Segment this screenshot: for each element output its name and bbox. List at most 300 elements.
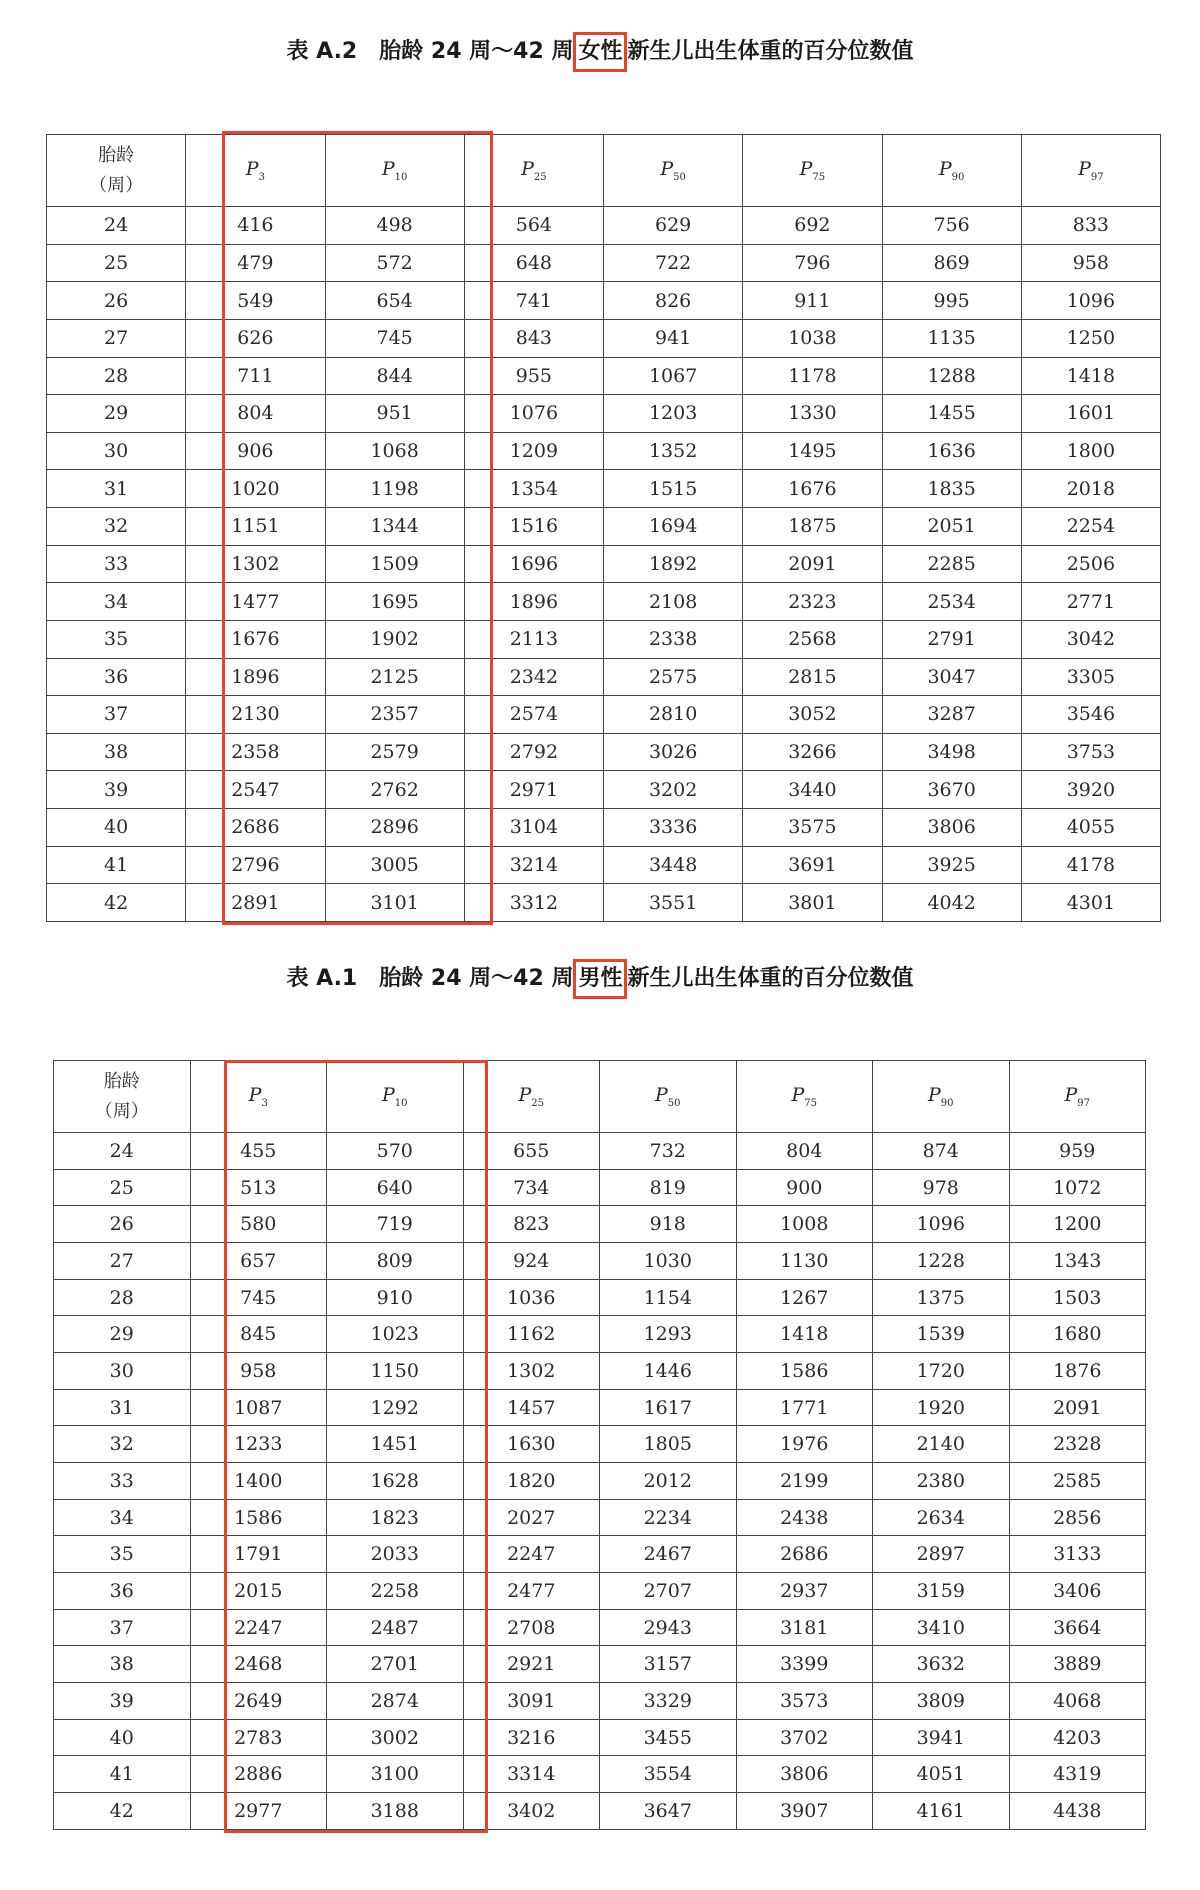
percentile-label: $P_3$ bbox=[245, 158, 265, 183]
weight-cell: 3336 bbox=[604, 809, 743, 847]
weight-cell: 2091 bbox=[743, 545, 882, 583]
weight-cell: 2897 bbox=[873, 1536, 1010, 1573]
weight-cell: 2937 bbox=[736, 1573, 873, 1610]
weight-cell: 1920 bbox=[873, 1389, 1010, 1426]
weight-cell: 1446 bbox=[600, 1353, 737, 1390]
weight-cell: 1418 bbox=[736, 1316, 873, 1353]
weight-cell: 1087 bbox=[190, 1389, 327, 1426]
percentile-table-female bbox=[46, 134, 1161, 922]
table-female-wrap bbox=[46, 134, 1161, 922]
weight-cell: 2971 bbox=[464, 771, 603, 809]
weight-cell: 1791 bbox=[190, 1536, 327, 1573]
header-row bbox=[54, 1061, 1146, 1133]
percentile-label: $P_{50}$ bbox=[654, 1084, 681, 1109]
weight-cell: 1198 bbox=[325, 470, 464, 508]
weight-cell: 1455 bbox=[882, 395, 1021, 433]
weight-cell: 1150 bbox=[327, 1353, 464, 1390]
weight-cell: 844 bbox=[325, 357, 464, 395]
weight-cell: 1302 bbox=[186, 545, 325, 583]
weight-cell: 692 bbox=[743, 207, 882, 245]
weight-cell: 1892 bbox=[604, 545, 743, 583]
weight-cell: 3575 bbox=[743, 809, 882, 847]
weight-cell: 2568 bbox=[743, 620, 882, 658]
weight-cell: 3702 bbox=[736, 1719, 873, 1756]
age-cell: 25 bbox=[47, 244, 186, 282]
header-percentile-p50 bbox=[604, 135, 743, 207]
weight-cell: 4042 bbox=[882, 884, 1021, 922]
weight-cell: 2796 bbox=[186, 846, 325, 884]
weight-cell: 995 bbox=[882, 282, 1021, 320]
age-cell: 38 bbox=[54, 1646, 191, 1683]
weight-cell: 3202 bbox=[604, 771, 743, 809]
weight-cell: 3806 bbox=[736, 1756, 873, 1793]
weight-cell: 2091 bbox=[1009, 1389, 1146, 1426]
weight-cell: 955 bbox=[464, 357, 603, 395]
weight-cell: 3440 bbox=[743, 771, 882, 809]
percentile-label: $P_{97}$ bbox=[1078, 158, 1104, 183]
weight-cell: 1457 bbox=[463, 1389, 600, 1426]
percentile-subscript: 50 bbox=[667, 1097, 681, 1109]
weight-cell: 1154 bbox=[600, 1279, 737, 1316]
table-body bbox=[54, 1133, 1146, 1830]
weight-cell: 3266 bbox=[743, 733, 882, 771]
title-before: 胎龄 24 周～42 周 bbox=[379, 39, 574, 64]
weight-cell: 1330 bbox=[743, 395, 882, 433]
age-cell: 35 bbox=[54, 1536, 191, 1573]
weight-cell: 2579 bbox=[325, 733, 464, 771]
header-age-label: 胎龄 bbox=[103, 1070, 140, 1092]
weight-cell: 2018 bbox=[1021, 470, 1160, 508]
age-cell: 34 bbox=[47, 583, 186, 621]
age-cell: 41 bbox=[54, 1756, 191, 1793]
weight-cell: 640 bbox=[327, 1169, 464, 1206]
weight-cell: 4068 bbox=[1009, 1683, 1146, 1720]
age-cell: 32 bbox=[47, 508, 186, 546]
weight-cell: 626 bbox=[186, 319, 325, 357]
weight-cell: 3047 bbox=[882, 658, 1021, 696]
weight-cell: 3809 bbox=[873, 1683, 1010, 1720]
header-percentile-p3 bbox=[190, 1061, 327, 1133]
weight-cell: 2575 bbox=[604, 658, 743, 696]
weight-cell: 2886 bbox=[190, 1756, 327, 1793]
percentile-subscript: 75 bbox=[804, 1097, 818, 1109]
header-age-label: 胎龄 bbox=[98, 144, 135, 166]
weight-cell: 1896 bbox=[464, 583, 603, 621]
age-cell: 33 bbox=[54, 1463, 191, 1500]
weight-cell: 2015 bbox=[190, 1573, 327, 1610]
weight-cell: 958 bbox=[190, 1353, 327, 1390]
weight-cell: 1976 bbox=[736, 1426, 873, 1463]
weight-cell: 1539 bbox=[873, 1316, 1010, 1353]
weight-cell: 2792 bbox=[464, 733, 603, 771]
weight-cell: 3399 bbox=[736, 1646, 873, 1683]
weight-cell: 2815 bbox=[743, 658, 882, 696]
age-cell: 25 bbox=[54, 1169, 191, 1206]
weight-cell: 924 bbox=[463, 1243, 600, 1280]
weight-cell: 2477 bbox=[463, 1573, 600, 1610]
weight-cell: 2585 bbox=[1009, 1463, 1146, 1500]
weight-cell: 910 bbox=[327, 1279, 464, 1316]
weight-cell: 2199 bbox=[736, 1463, 873, 1500]
weight-cell: 1352 bbox=[604, 432, 743, 470]
weight-cell: 3214 bbox=[464, 846, 603, 884]
weight-cell: 1288 bbox=[882, 357, 1021, 395]
age-cell: 39 bbox=[54, 1683, 191, 1720]
age-cell: 35 bbox=[47, 620, 186, 658]
age-cell: 27 bbox=[47, 319, 186, 357]
weight-cell: 2977 bbox=[190, 1793, 327, 1830]
weight-cell: 2708 bbox=[463, 1609, 600, 1646]
weight-cell: 958 bbox=[1021, 244, 1160, 282]
percentile-subscript: 10 bbox=[394, 171, 408, 183]
weight-cell: 1805 bbox=[600, 1426, 737, 1463]
weight-cell: 1076 bbox=[464, 395, 603, 433]
percentile-subscript: 50 bbox=[673, 171, 686, 183]
weight-cell: 1503 bbox=[1009, 1279, 1146, 1316]
weight-cell: 1835 bbox=[882, 470, 1021, 508]
weight-cell: 3554 bbox=[600, 1756, 737, 1793]
age-cell: 32 bbox=[54, 1426, 191, 1463]
weight-cell: 3907 bbox=[736, 1793, 873, 1830]
age-cell: 36 bbox=[54, 1573, 191, 1610]
percentile-label: $P_{75}$ bbox=[799, 158, 826, 183]
age-cell: 26 bbox=[47, 282, 186, 320]
table-row bbox=[54, 1243, 1146, 1280]
weight-cell: 3573 bbox=[736, 1683, 873, 1720]
weight-cell: 1162 bbox=[463, 1316, 600, 1353]
percentile-label: $P_{97}$ bbox=[1064, 1084, 1091, 1109]
percentile-subscript: 25 bbox=[531, 1097, 545, 1109]
header-percentile-p3 bbox=[186, 135, 325, 207]
weight-cell: 1400 bbox=[190, 1463, 327, 1500]
table-row bbox=[47, 583, 1161, 621]
weight-cell: 2896 bbox=[325, 809, 464, 847]
weight-cell: 2027 bbox=[463, 1499, 600, 1536]
weight-cell: 1696 bbox=[464, 545, 603, 583]
weight-cell: 2943 bbox=[600, 1609, 737, 1646]
header-percentile-p75 bbox=[743, 135, 882, 207]
table-row bbox=[47, 733, 1161, 771]
weight-cell: 2285 bbox=[882, 545, 1021, 583]
weight-cell: 4438 bbox=[1009, 1793, 1146, 1830]
table-row bbox=[54, 1683, 1146, 1720]
percentile-label: $P_{90}$ bbox=[938, 158, 965, 183]
weight-cell: 2701 bbox=[327, 1646, 464, 1683]
weight-cell: 1720 bbox=[873, 1353, 1010, 1390]
header-age-unit: （周） bbox=[94, 1100, 149, 1122]
weight-cell: 3448 bbox=[604, 846, 743, 884]
weight-cell: 1617 bbox=[600, 1389, 737, 1426]
weight-cell: 3455 bbox=[600, 1719, 737, 1756]
weight-cell: 1676 bbox=[186, 620, 325, 658]
title-highlight-box bbox=[573, 32, 627, 72]
weight-cell: 2234 bbox=[600, 1499, 737, 1536]
weight-cell: 804 bbox=[736, 1133, 873, 1170]
percentile-subscript: 10 bbox=[394, 1097, 408, 1109]
percentile-label: $P_3$ bbox=[248, 1084, 268, 1109]
percentile-label: $P_{75}$ bbox=[791, 1084, 818, 1109]
weight-cell: 2487 bbox=[327, 1609, 464, 1646]
age-cell: 31 bbox=[47, 470, 186, 508]
weight-cell: 1771 bbox=[736, 1389, 873, 1426]
weight-cell: 1293 bbox=[600, 1316, 737, 1353]
age-cell: 29 bbox=[54, 1316, 191, 1353]
weight-cell: 900 bbox=[736, 1169, 873, 1206]
table-row bbox=[54, 1793, 1146, 1830]
table-row bbox=[54, 1279, 1146, 1316]
percentile-subscript: 97 bbox=[1090, 171, 1104, 183]
table-row bbox=[54, 1206, 1146, 1243]
header-percentile-p10 bbox=[325, 135, 464, 207]
table-body bbox=[47, 207, 1161, 922]
weight-cell: 1586 bbox=[736, 1353, 873, 1390]
weight-cell: 941 bbox=[604, 319, 743, 357]
weight-cell: 1902 bbox=[325, 620, 464, 658]
table-title-female bbox=[0, 32, 1200, 72]
weight-cell: 2380 bbox=[873, 1463, 1010, 1500]
table-row bbox=[54, 1573, 1146, 1610]
weight-cell: 1694 bbox=[604, 508, 743, 546]
weight-cell: 549 bbox=[186, 282, 325, 320]
table-row bbox=[47, 244, 1161, 282]
weight-cell: 3026 bbox=[604, 733, 743, 771]
table-row bbox=[54, 1646, 1146, 1683]
weight-cell: 1676 bbox=[743, 470, 882, 508]
age-cell: 31 bbox=[54, 1389, 191, 1426]
weight-cell: 2810 bbox=[604, 696, 743, 734]
weight-cell: 570 bbox=[327, 1133, 464, 1170]
weight-cell: 2342 bbox=[464, 658, 603, 696]
table-row bbox=[54, 1536, 1146, 1573]
age-cell: 33 bbox=[47, 545, 186, 583]
weight-cell: 3410 bbox=[873, 1609, 1010, 1646]
weight-cell: 4055 bbox=[1021, 809, 1160, 847]
weight-cell: 3005 bbox=[325, 846, 464, 884]
weight-cell: 3100 bbox=[327, 1756, 464, 1793]
age-cell: 37 bbox=[54, 1609, 191, 1646]
weight-cell: 756 bbox=[882, 207, 1021, 245]
weight-cell: 2891 bbox=[186, 884, 325, 922]
weight-cell: 580 bbox=[190, 1206, 327, 1243]
weight-cell: 3406 bbox=[1009, 1573, 1146, 1610]
header-percentile-p90 bbox=[873, 1061, 1010, 1133]
weight-cell: 1209 bbox=[464, 432, 603, 470]
age-cell: 34 bbox=[54, 1499, 191, 1536]
weight-cell: 2051 bbox=[882, 508, 1021, 546]
weight-cell: 4178 bbox=[1021, 846, 1160, 884]
weight-cell: 843 bbox=[464, 319, 603, 357]
weight-cell: 1628 bbox=[327, 1463, 464, 1500]
weight-cell: 2506 bbox=[1021, 545, 1160, 583]
title-prefix: 表 A.1 bbox=[286, 966, 358, 991]
title-highlight-text: 女性 bbox=[578, 39, 623, 64]
weight-cell: 1896 bbox=[186, 658, 325, 696]
table-row bbox=[47, 809, 1161, 847]
weight-cell: 906 bbox=[186, 432, 325, 470]
weight-cell: 1151 bbox=[186, 508, 325, 546]
weight-cell: 2467 bbox=[600, 1536, 737, 1573]
weight-cell: 4319 bbox=[1009, 1756, 1146, 1793]
percentile-label: $P_{10}$ bbox=[381, 1084, 408, 1109]
weight-cell: 1067 bbox=[604, 357, 743, 395]
table-row bbox=[47, 846, 1161, 884]
weight-cell: 734 bbox=[463, 1169, 600, 1206]
weight-cell: 978 bbox=[873, 1169, 1010, 1206]
weight-cell: 2856 bbox=[1009, 1499, 1146, 1536]
weight-cell: 2033 bbox=[327, 1536, 464, 1573]
weight-cell: 655 bbox=[463, 1133, 600, 1170]
percentile-subscript: 3 bbox=[261, 1097, 268, 1109]
age-cell: 40 bbox=[54, 1719, 191, 1756]
header-row bbox=[47, 135, 1161, 207]
weight-cell: 1695 bbox=[325, 583, 464, 621]
weight-cell: 1233 bbox=[190, 1426, 327, 1463]
weight-cell: 1800 bbox=[1021, 432, 1160, 470]
weight-cell: 1030 bbox=[600, 1243, 737, 1280]
weight-cell: 1515 bbox=[604, 470, 743, 508]
table-row bbox=[47, 545, 1161, 583]
weight-cell: 2547 bbox=[186, 771, 325, 809]
weight-cell: 2574 bbox=[464, 696, 603, 734]
weight-cell: 3287 bbox=[882, 696, 1021, 734]
weight-cell: 2438 bbox=[736, 1499, 873, 1536]
table-row bbox=[47, 432, 1161, 470]
weight-cell: 1023 bbox=[327, 1316, 464, 1353]
weight-cell: 732 bbox=[600, 1133, 737, 1170]
header-percentile-p97 bbox=[1021, 135, 1160, 207]
weight-cell: 564 bbox=[464, 207, 603, 245]
header-percentile-p10 bbox=[327, 1061, 464, 1133]
weight-cell: 3052 bbox=[743, 696, 882, 734]
weight-cell: 3091 bbox=[463, 1683, 600, 1720]
weight-cell: 654 bbox=[325, 282, 464, 320]
weight-cell: 1418 bbox=[1021, 357, 1160, 395]
table-row bbox=[47, 658, 1161, 696]
weight-cell: 1343 bbox=[1009, 1243, 1146, 1280]
age-cell: 41 bbox=[47, 846, 186, 884]
weight-cell: 3181 bbox=[736, 1609, 873, 1646]
table-row bbox=[47, 696, 1161, 734]
weight-cell: 1036 bbox=[463, 1279, 600, 1316]
weight-cell: 3188 bbox=[327, 1793, 464, 1830]
weight-cell: 3632 bbox=[873, 1646, 1010, 1683]
table-row bbox=[47, 395, 1161, 433]
weight-cell: 3133 bbox=[1009, 1536, 1146, 1573]
weight-cell: 3691 bbox=[743, 846, 882, 884]
weight-cell: 2686 bbox=[186, 809, 325, 847]
weight-cell: 3104 bbox=[464, 809, 603, 847]
weight-cell: 3551 bbox=[604, 884, 743, 922]
header-age bbox=[54, 1061, 191, 1133]
weight-cell: 1509 bbox=[325, 545, 464, 583]
weight-cell: 1875 bbox=[743, 508, 882, 546]
weight-cell: 959 bbox=[1009, 1133, 1146, 1170]
age-cell: 27 bbox=[54, 1243, 191, 1280]
weight-cell: 657 bbox=[190, 1243, 327, 1280]
age-cell: 29 bbox=[47, 395, 186, 433]
weight-cell: 2468 bbox=[190, 1646, 327, 1683]
weight-cell: 819 bbox=[600, 1169, 737, 1206]
weight-cell: 3159 bbox=[873, 1573, 1010, 1610]
weight-cell: 479 bbox=[186, 244, 325, 282]
weight-cell: 1178 bbox=[743, 357, 882, 395]
weight-cell: 3801 bbox=[743, 884, 882, 922]
weight-cell: 2649 bbox=[190, 1683, 327, 1720]
age-cell: 40 bbox=[47, 809, 186, 847]
weight-cell: 1451 bbox=[327, 1426, 464, 1463]
table-row bbox=[54, 1719, 1146, 1756]
weight-cell: 3498 bbox=[882, 733, 1021, 771]
weight-cell: 2771 bbox=[1021, 583, 1160, 621]
weight-cell: 719 bbox=[327, 1206, 464, 1243]
weight-cell: 2258 bbox=[327, 1573, 464, 1610]
percentile-subscript: 25 bbox=[533, 171, 547, 183]
weight-cell: 2762 bbox=[325, 771, 464, 809]
weight-cell: 804 bbox=[186, 395, 325, 433]
weight-cell: 2791 bbox=[882, 620, 1021, 658]
table-row bbox=[47, 470, 1161, 508]
age-cell: 30 bbox=[47, 432, 186, 470]
percentile-subscript: 90 bbox=[951, 171, 965, 183]
weight-cell: 796 bbox=[743, 244, 882, 282]
weight-cell: 3305 bbox=[1021, 658, 1160, 696]
title-highlight-box bbox=[573, 959, 627, 999]
weight-cell: 3157 bbox=[600, 1646, 737, 1683]
weight-cell: 826 bbox=[604, 282, 743, 320]
weight-cell: 2634 bbox=[873, 1499, 1010, 1536]
percentile-label: $P_{25}$ bbox=[521, 158, 547, 183]
weight-cell: 823 bbox=[463, 1206, 600, 1243]
weight-cell: 3042 bbox=[1021, 620, 1160, 658]
weight-cell: 1823 bbox=[327, 1499, 464, 1536]
age-cell: 36 bbox=[47, 658, 186, 696]
age-cell: 30 bbox=[54, 1353, 191, 1390]
weight-cell: 745 bbox=[325, 319, 464, 357]
weight-cell: 1680 bbox=[1009, 1316, 1146, 1353]
header-percentile-p97 bbox=[1009, 1061, 1146, 1133]
table-row bbox=[47, 282, 1161, 320]
weight-cell: 2247 bbox=[463, 1536, 600, 1573]
weight-cell: 2140 bbox=[873, 1426, 1010, 1463]
title-after: 新生儿出生体重的百分位数值 bbox=[627, 39, 914, 64]
weight-cell: 1601 bbox=[1021, 395, 1160, 433]
weight-cell: 3216 bbox=[463, 1719, 600, 1756]
weight-cell: 2357 bbox=[325, 696, 464, 734]
percentile-table-male bbox=[53, 1060, 1146, 1830]
title-after: 新生儿出生体重的百分位数值 bbox=[627, 966, 914, 991]
weight-cell: 2130 bbox=[186, 696, 325, 734]
weight-cell: 833 bbox=[1021, 207, 1160, 245]
header-percentile-p75 bbox=[736, 1061, 873, 1133]
weight-cell: 722 bbox=[604, 244, 743, 282]
table-row bbox=[54, 1389, 1146, 1426]
weight-cell: 745 bbox=[190, 1279, 327, 1316]
header-percentile-p25 bbox=[464, 135, 603, 207]
weight-cell: 911 bbox=[743, 282, 882, 320]
weight-cell: 1008 bbox=[736, 1206, 873, 1243]
title-before: 胎龄 24 周～42 周 bbox=[379, 966, 574, 991]
weight-cell: 1630 bbox=[463, 1426, 600, 1463]
weight-cell: 2534 bbox=[882, 583, 1021, 621]
weight-cell: 1344 bbox=[325, 508, 464, 546]
weight-cell: 918 bbox=[600, 1206, 737, 1243]
weight-cell: 2247 bbox=[190, 1609, 327, 1646]
weight-cell: 2012 bbox=[600, 1463, 737, 1500]
percentile-label: $P_{10}$ bbox=[381, 158, 408, 183]
weight-cell: 3402 bbox=[463, 1793, 600, 1830]
weight-cell: 4203 bbox=[1009, 1719, 1146, 1756]
weight-cell: 2338 bbox=[604, 620, 743, 658]
